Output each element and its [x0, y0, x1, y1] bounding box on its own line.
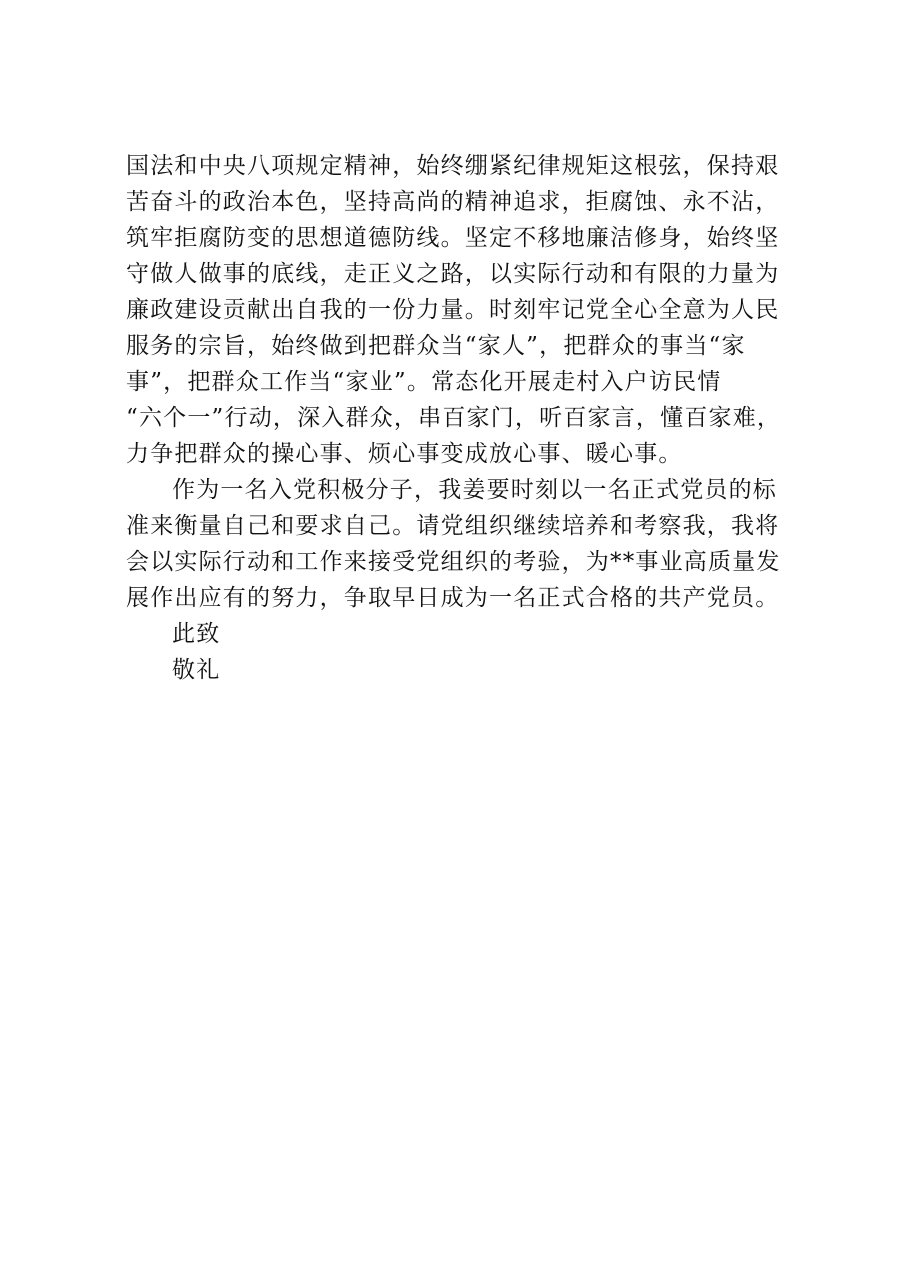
text-line: 准来衡量自己和要求自己。请党组织继续培养和考察我，我将	[126, 513, 780, 539]
paragraph-1	[126, 148, 806, 472]
closing-phrase: 此致	[172, 621, 221, 647]
salutation: 敬礼	[172, 657, 221, 683]
text-line: “六个一”行动，深入群众，串百家门，听百家言，懂百家难，	[126, 405, 782, 431]
text-line: 展作出应有的努力，争取早日成为一名正式合格的共产党员。	[126, 585, 780, 611]
text-line: 筑牢拒腐防变的思想道德防线。坚定不移地廉洁修身，始终坚	[126, 225, 780, 251]
letter-body	[126, 148, 806, 688]
text-line: 事”，把群众工作当“家业”。常态化开展走村入户访民情	[126, 369, 722, 395]
paragraph-2	[126, 472, 806, 616]
text-line: 会以实际行动和工作来接受党组织的考验，为**事业高质量发	[126, 549, 781, 575]
text-line: 国法和中央八项规定精神，始终绷紧纪律规矩这根弦，保持艰	[126, 153, 780, 179]
text-line: 力争把群众的操心事、烦心事变成放心事、暖心事。	[126, 441, 683, 467]
text-line: 守做人做事的底线，走正义之路，以实际行动和有限的力量为	[126, 261, 780, 287]
text-line: 作为一名入党积极分子，我姜要时刻以一名正式党员的标	[172, 477, 777, 503]
text-line: 苦奋斗的政治本色，坚持高尚的精神追求，拒腐蚀、永不沾，	[126, 189, 780, 215]
text-line: 廉政建设贡献出自我的一份力量。时刻牢记党全心全意为人民	[126, 297, 780, 323]
text-line: 服务的宗旨，始终做到把群众当“家人”，把群众的事当“家	[126, 333, 746, 359]
